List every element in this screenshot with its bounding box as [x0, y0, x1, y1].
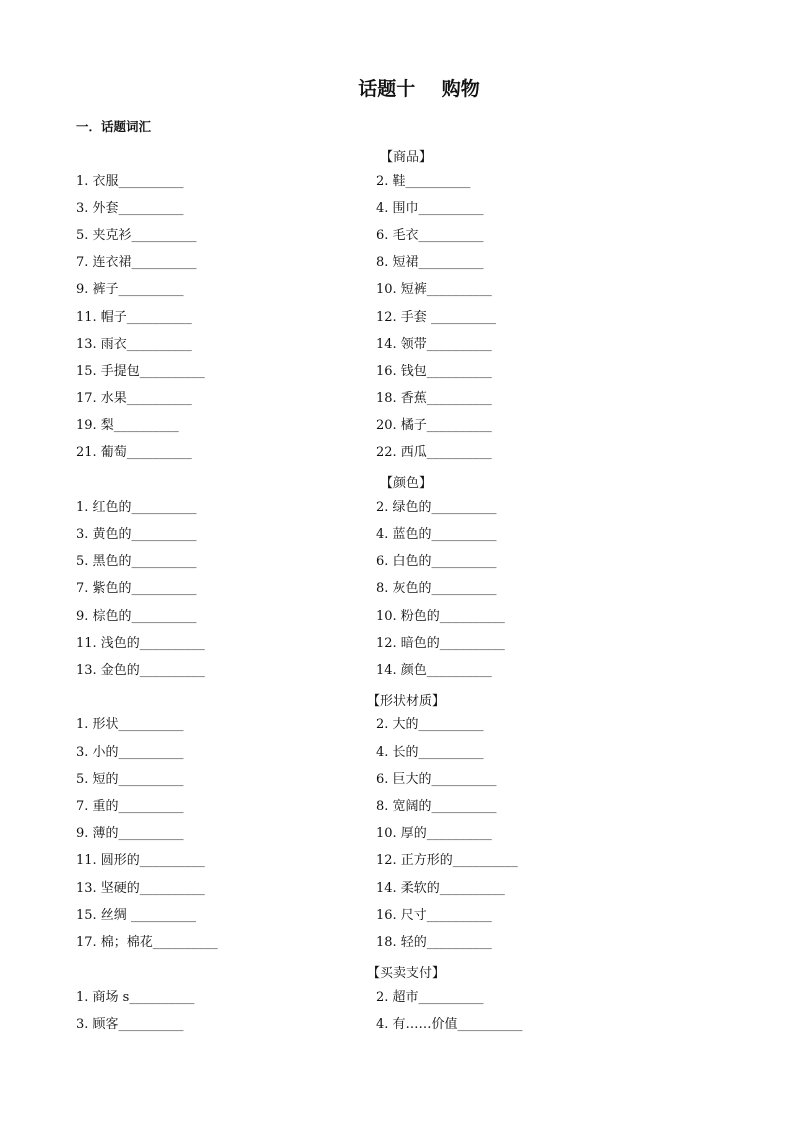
vocab-item: 1. 商场 s__________ [76, 990, 195, 1005]
vocab-item: 5. 短的__________ [76, 772, 184, 787]
vocab-item: 8. 灰色的__________ [376, 581, 497, 596]
vocab-item: 9. 薄的__________ [76, 826, 184, 841]
vocab-item: 15. 丝绸 __________ [76, 908, 196, 923]
vocab-item: 1. 红色的__________ [76, 500, 197, 515]
vocab-item: 5. 夹克衫__________ [76, 228, 197, 243]
vocab-item: 3. 外套__________ [76, 201, 184, 216]
vocab-item: 10. 短裤__________ [376, 282, 492, 297]
group-heading-shape-material: 【形状材质】 [366, 694, 445, 709]
vocab-item: 4. 长的__________ [376, 745, 484, 760]
vocab-item: 19. 梨__________ [76, 418, 179, 433]
vocab-item: 7. 连衣裙__________ [76, 255, 197, 270]
vocab-item: 8. 短裙__________ [376, 255, 484, 270]
vocab-item: 12. 暗色的__________ [376, 636, 505, 651]
vocab-item: 21. 葡萄__________ [76, 445, 192, 460]
vocab-item: 2. 超市__________ [376, 990, 484, 1005]
group-heading-colors: 【颜色】 [379, 476, 432, 491]
vocab-item: 7. 重的__________ [76, 799, 184, 814]
vocab-item: 13. 雨衣__________ [76, 337, 192, 352]
vocab-item: 11. 浅色的__________ [76, 636, 205, 651]
vocab-item: 1. 形状__________ [76, 717, 184, 732]
vocab-item: 14. 颜色__________ [376, 663, 492, 678]
vocab-item: 17. 棉；棉花__________ [76, 935, 218, 950]
vocab-item: 7. 紫色的__________ [76, 581, 197, 596]
vocab-item: 3. 顾客__________ [76, 1017, 184, 1032]
vocab-item: 16. 尺寸__________ [376, 908, 492, 923]
group-heading-trade-payment: 【买卖支付】 [366, 966, 445, 981]
vocab-item: 1. 衣服__________ [76, 174, 184, 189]
vocab-item: 12. 正方形的__________ [376, 853, 518, 868]
vocab-item: 8. 宽阔的__________ [376, 799, 497, 814]
vocab-item: 5. 黑色的__________ [76, 554, 197, 569]
vocab-item: 14. 柔软的__________ [376, 881, 505, 896]
vocab-item: 15. 手提包__________ [76, 364, 205, 379]
vocab-item: 22. 西瓜__________ [376, 445, 492, 460]
vocab-item: 3. 黄色的__________ [76, 527, 197, 542]
vocab-item: 4. 围巾__________ [376, 201, 484, 216]
vocab-item: 4. 有……价值__________ [376, 1017, 523, 1032]
vocab-item: 16. 钱包__________ [376, 364, 492, 379]
vocab-item: 13. 坚硬的__________ [76, 881, 205, 896]
vocab-item: 10. 粉色的__________ [376, 609, 505, 624]
vocab-item: 20. 橘子__________ [376, 418, 492, 433]
vocab-item: 10. 厚的__________ [376, 826, 492, 841]
vocab-item: 6. 巨大的__________ [376, 772, 497, 787]
page-title: 话题十 购物 [358, 78, 480, 100]
vocab-item: 3. 小的__________ [76, 745, 184, 760]
group-heading-goods: 【商品】 [379, 150, 432, 165]
vocab-item: 2. 绿色的__________ [376, 500, 497, 515]
vocab-item: 11. 圆形的__________ [76, 853, 205, 868]
vocab-item: 6. 白色的__________ [376, 554, 497, 569]
vocab-item: 6. 毛衣__________ [376, 228, 484, 243]
vocab-item: 18. 香蕉__________ [376, 391, 492, 406]
vocab-item: 13. 金色的__________ [76, 663, 205, 678]
vocab-item: 14. 领带__________ [376, 337, 492, 352]
vocab-item: 12. 手套 __________ [376, 310, 496, 325]
vocab-item: 2. 大的__________ [376, 717, 484, 732]
vocab-item: 4. 蓝色的__________ [376, 527, 497, 542]
vocab-item: 2. 鞋__________ [376, 174, 471, 189]
vocab-item: 11. 帽子__________ [76, 310, 192, 325]
vocab-item: 17. 水果__________ [76, 391, 192, 406]
section-heading: 一．话题词汇 [76, 119, 152, 134]
vocab-item: 9. 棕色的__________ [76, 609, 197, 624]
vocab-item: 9. 裤子__________ [76, 282, 184, 297]
vocab-item: 18. 轻的__________ [376, 935, 492, 950]
